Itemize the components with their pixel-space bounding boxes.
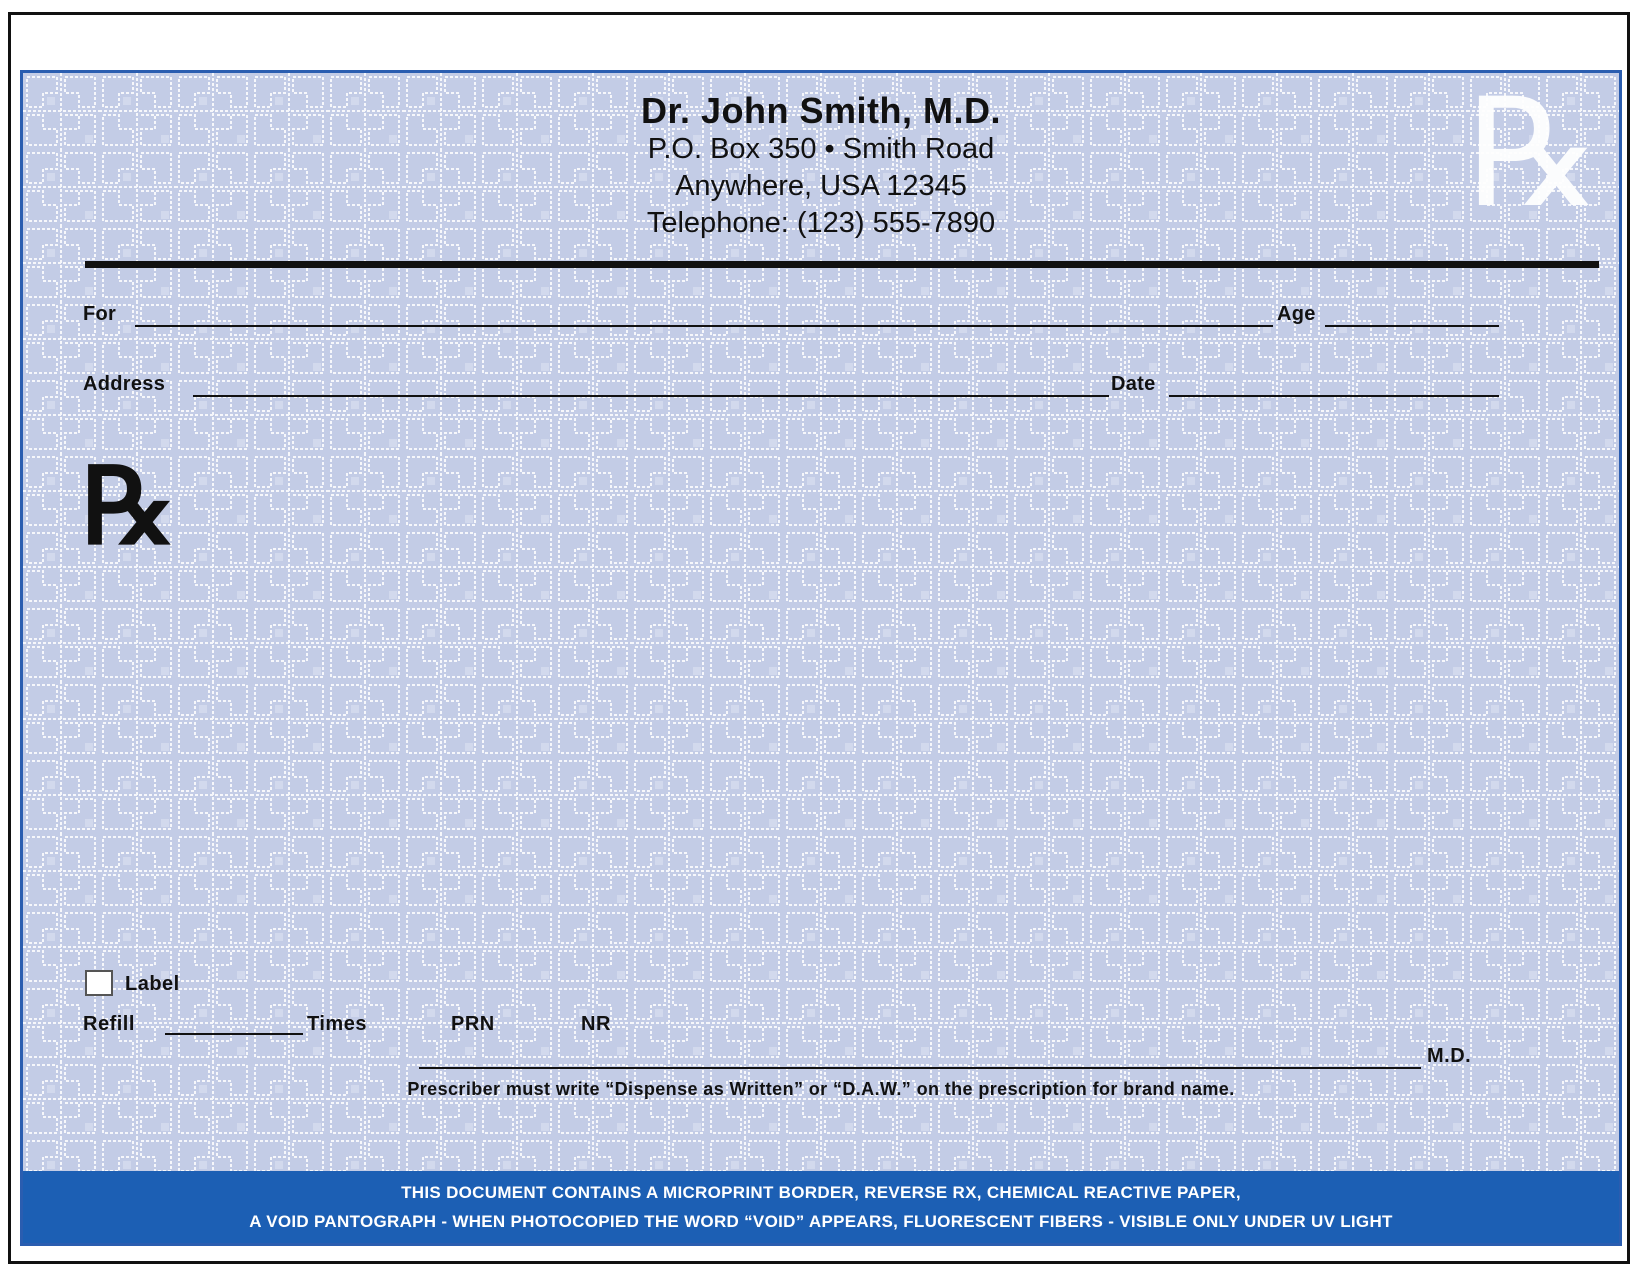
daw-warning: Prescriber must write “Dispense as Written” or “D.A.W.” on the prescription for brand name. bbox=[407, 1079, 1235, 1099]
doctor-telephone: Telephone: (123) 555-7890 bbox=[646, 207, 996, 239]
nr-label: NR bbox=[581, 1013, 611, 1035]
date-label: Date bbox=[1111, 373, 1156, 395]
doctor-name: Dr. John Smith, M.D. bbox=[640, 90, 1001, 131]
address-field[interactable] bbox=[193, 395, 1109, 397]
times-label: Times bbox=[307, 1013, 367, 1035]
signature-field[interactable] bbox=[419, 1067, 1421, 1069]
security-footer bbox=[23, 1171, 1619, 1243]
refill-label: Refill bbox=[83, 1013, 135, 1035]
address-label: Address bbox=[83, 373, 166, 395]
doctor-header bbox=[23, 91, 1619, 242]
date-field[interactable] bbox=[1169, 395, 1499, 397]
age-field[interactable] bbox=[1325, 325, 1499, 327]
age-label: Age bbox=[1277, 303, 1316, 325]
prescription-pad bbox=[20, 70, 1622, 1246]
doctor-address-line2: Anywhere, USA 12345 bbox=[675, 170, 967, 202]
doctor-address-line1: P.O. Box 350 • Smith Road bbox=[647, 133, 995, 165]
security-footer-line1: THIS DOCUMENT CONTAINS A MICROPRINT BORDER, REVERSE RX, CHEMICAL REACTIVE PAPER, bbox=[401, 1183, 1241, 1202]
reverse-rx-watermark: ℞ bbox=[1466, 70, 1601, 241]
refill-count-field[interactable] bbox=[165, 1033, 303, 1035]
prn-label: PRN bbox=[451, 1013, 495, 1035]
security-footer-line2: A VOID PANTOGRAPH - WHEN PHOTOCOPIED THE WORD “VOID” APPEARS, FLUORESCENT FIBERS - VISIBLE ONLY UNDER UV LIGHT bbox=[249, 1212, 1393, 1231]
rx-icon: ℞ bbox=[81, 443, 177, 568]
md-suffix: M.D. bbox=[1427, 1045, 1472, 1067]
label-checkbox[interactable] bbox=[85, 970, 113, 996]
header-divider bbox=[85, 261, 1599, 268]
for-label: For bbox=[83, 303, 117, 325]
for-field[interactable] bbox=[135, 325, 1273, 327]
label-checkbox-text: Label bbox=[125, 973, 180, 995]
